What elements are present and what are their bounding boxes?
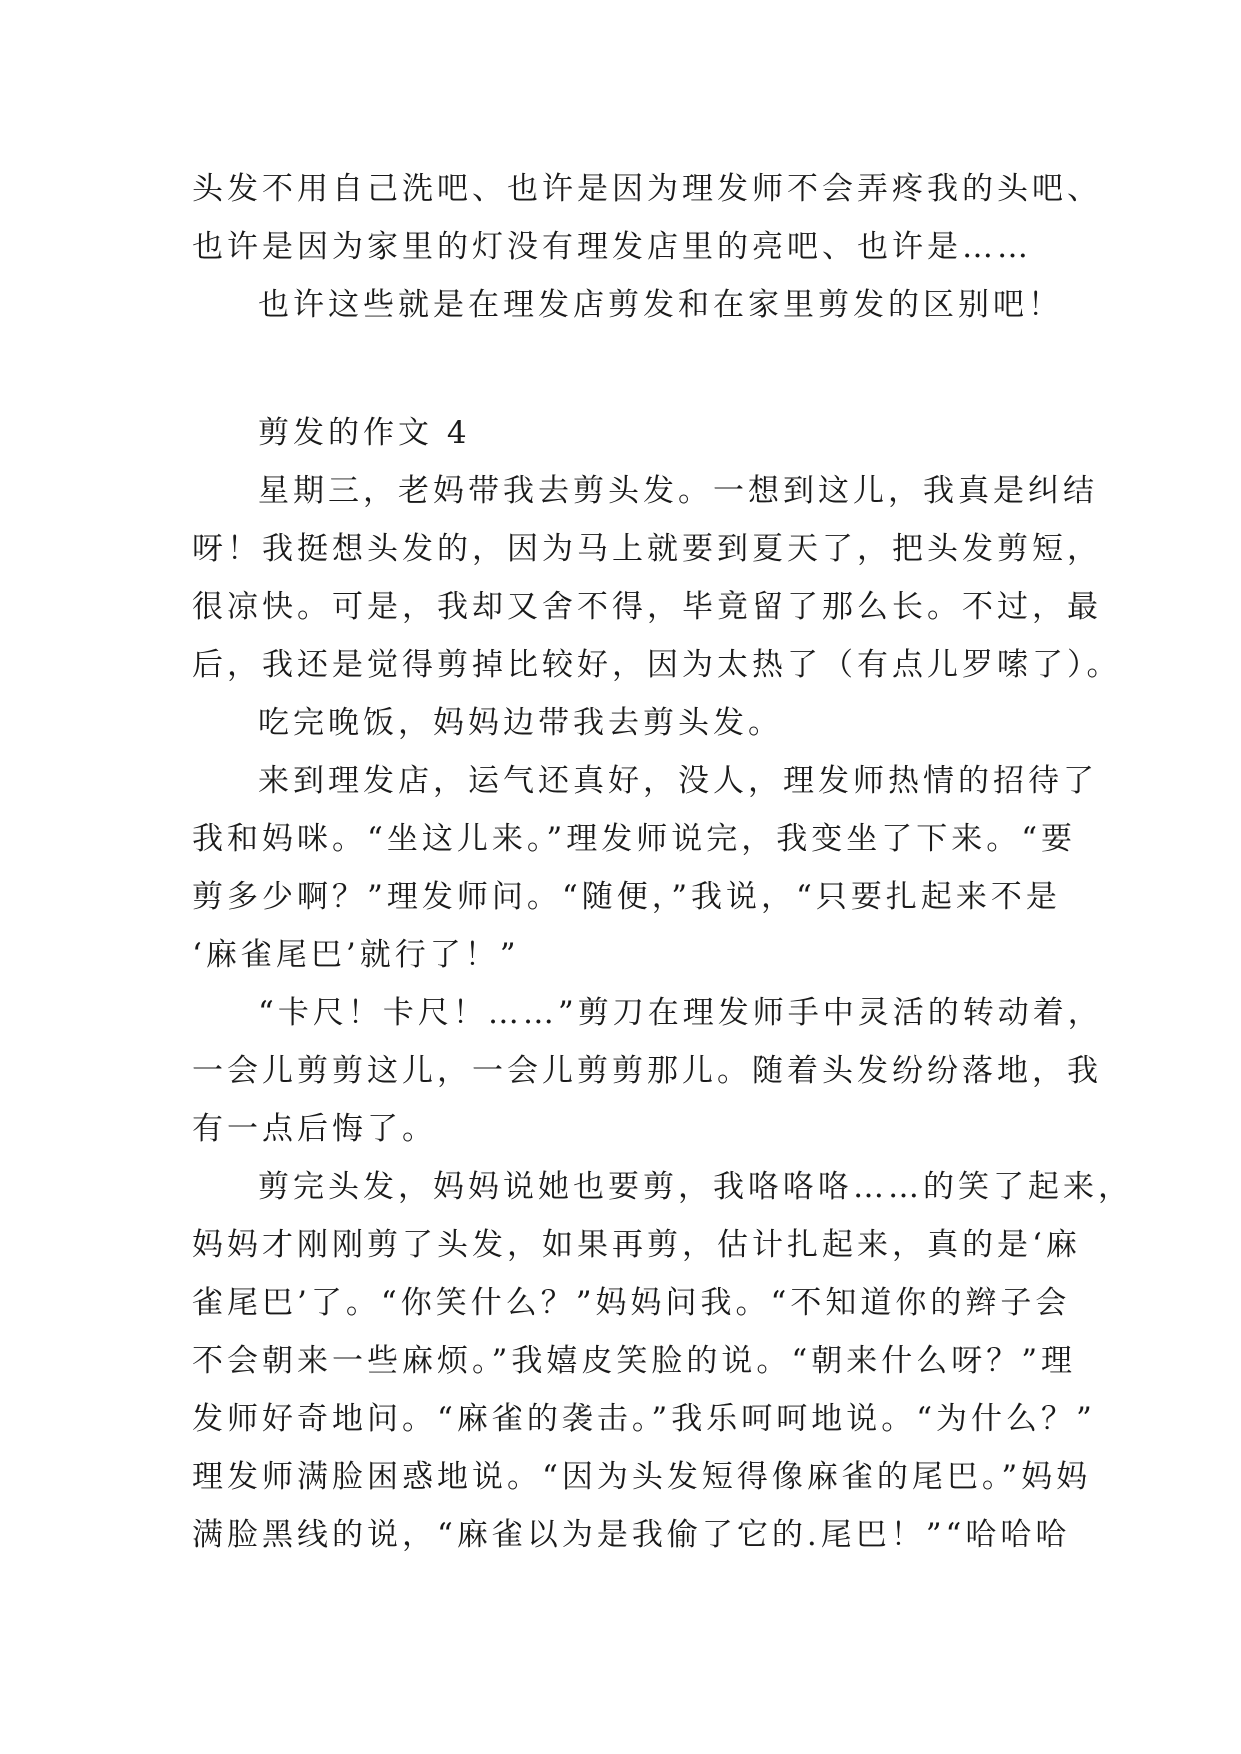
text-line: 也许是因为家里的灯没有理发店里的亮吧、也许是…… [192, 229, 1032, 265]
text-line: 不会朝来一些麻烦。”我嬉皮笑脸的说。“朝来什么呀？”理 [192, 1343, 1077, 1379]
text-line: 也许这些就是在理发店剪发和在家里剪发的区别吧！ [258, 287, 1063, 323]
text-line: 一会儿剪剪这儿，一会儿剪剪那儿。随着头发纷纷落地，我 [192, 1053, 1102, 1089]
text-line: 满脸黑线的说，“麻雀以为是我偷了它的.尾巴！”“哈哈哈 [192, 1517, 1071, 1553]
section-gap [192, 334, 1072, 404]
text-line: 发师好奇地问。“麻雀的袭击。”我乐呵呵地说。“为什么？” [192, 1401, 1096, 1437]
text-line: 妈妈才刚刚剪了头发，如果再剪，估计扎起来，真的是‘麻 [192, 1227, 1081, 1263]
text-line: 呀！我挺想头发的，因为马上就要到夏天了，把头发剪短， [192, 531, 1102, 567]
text-line: “卡尺！卡尺！……”剪刀在理发师手中灵活的转动着， [258, 995, 1103, 1031]
text-line: ‘麻雀尾巴’就行了！” [192, 937, 520, 973]
text-line: 理发师满脸困惑地说。“因为头发短得像麻雀的尾巴。”妈妈 [192, 1459, 1092, 1495]
text-line: 雀尾巴’了。“你笑什么？”妈妈问我。“不知道你的辫子会 [192, 1285, 1071, 1321]
text-line: 剪完头发，妈妈说她也要剪，我咯咯咯……的笑了起来， [258, 1169, 1133, 1205]
text-line: 我和妈咪。“坐这儿来。”理发师说完，我变坐了下来。“要 [192, 821, 1077, 857]
text-line: 来到理发店，运气还真好，没人，理发师热情的招待了 [258, 763, 1098, 799]
text-line: 后，我还是觉得剪掉比较好，因为太热了（有点儿罗嗦了）。 [192, 647, 1122, 683]
text-line: 星期三，老妈带我去剪头发。一想到这儿，我真是纠结 [258, 473, 1098, 509]
document-body [192, 160, 1133, 1564]
text-line: 头发不用自己洗吧、也许是因为理发师不会弄疼我的头吧、 [192, 171, 1102, 207]
section-heading: 剪发的作文 4 [258, 415, 471, 451]
text-line: 很凉快。可是，我却又舍不得，毕竟留了那么长。不过，最 [192, 589, 1102, 625]
text-line: 剪多少啊？”理发师问。“随便，”我说，“只要扎起来不是 [192, 879, 1061, 915]
text-line: 吃完晚饭，妈妈边带我去剪头发。 [258, 705, 783, 741]
text-line: 有一点后悔了。 [192, 1111, 437, 1147]
